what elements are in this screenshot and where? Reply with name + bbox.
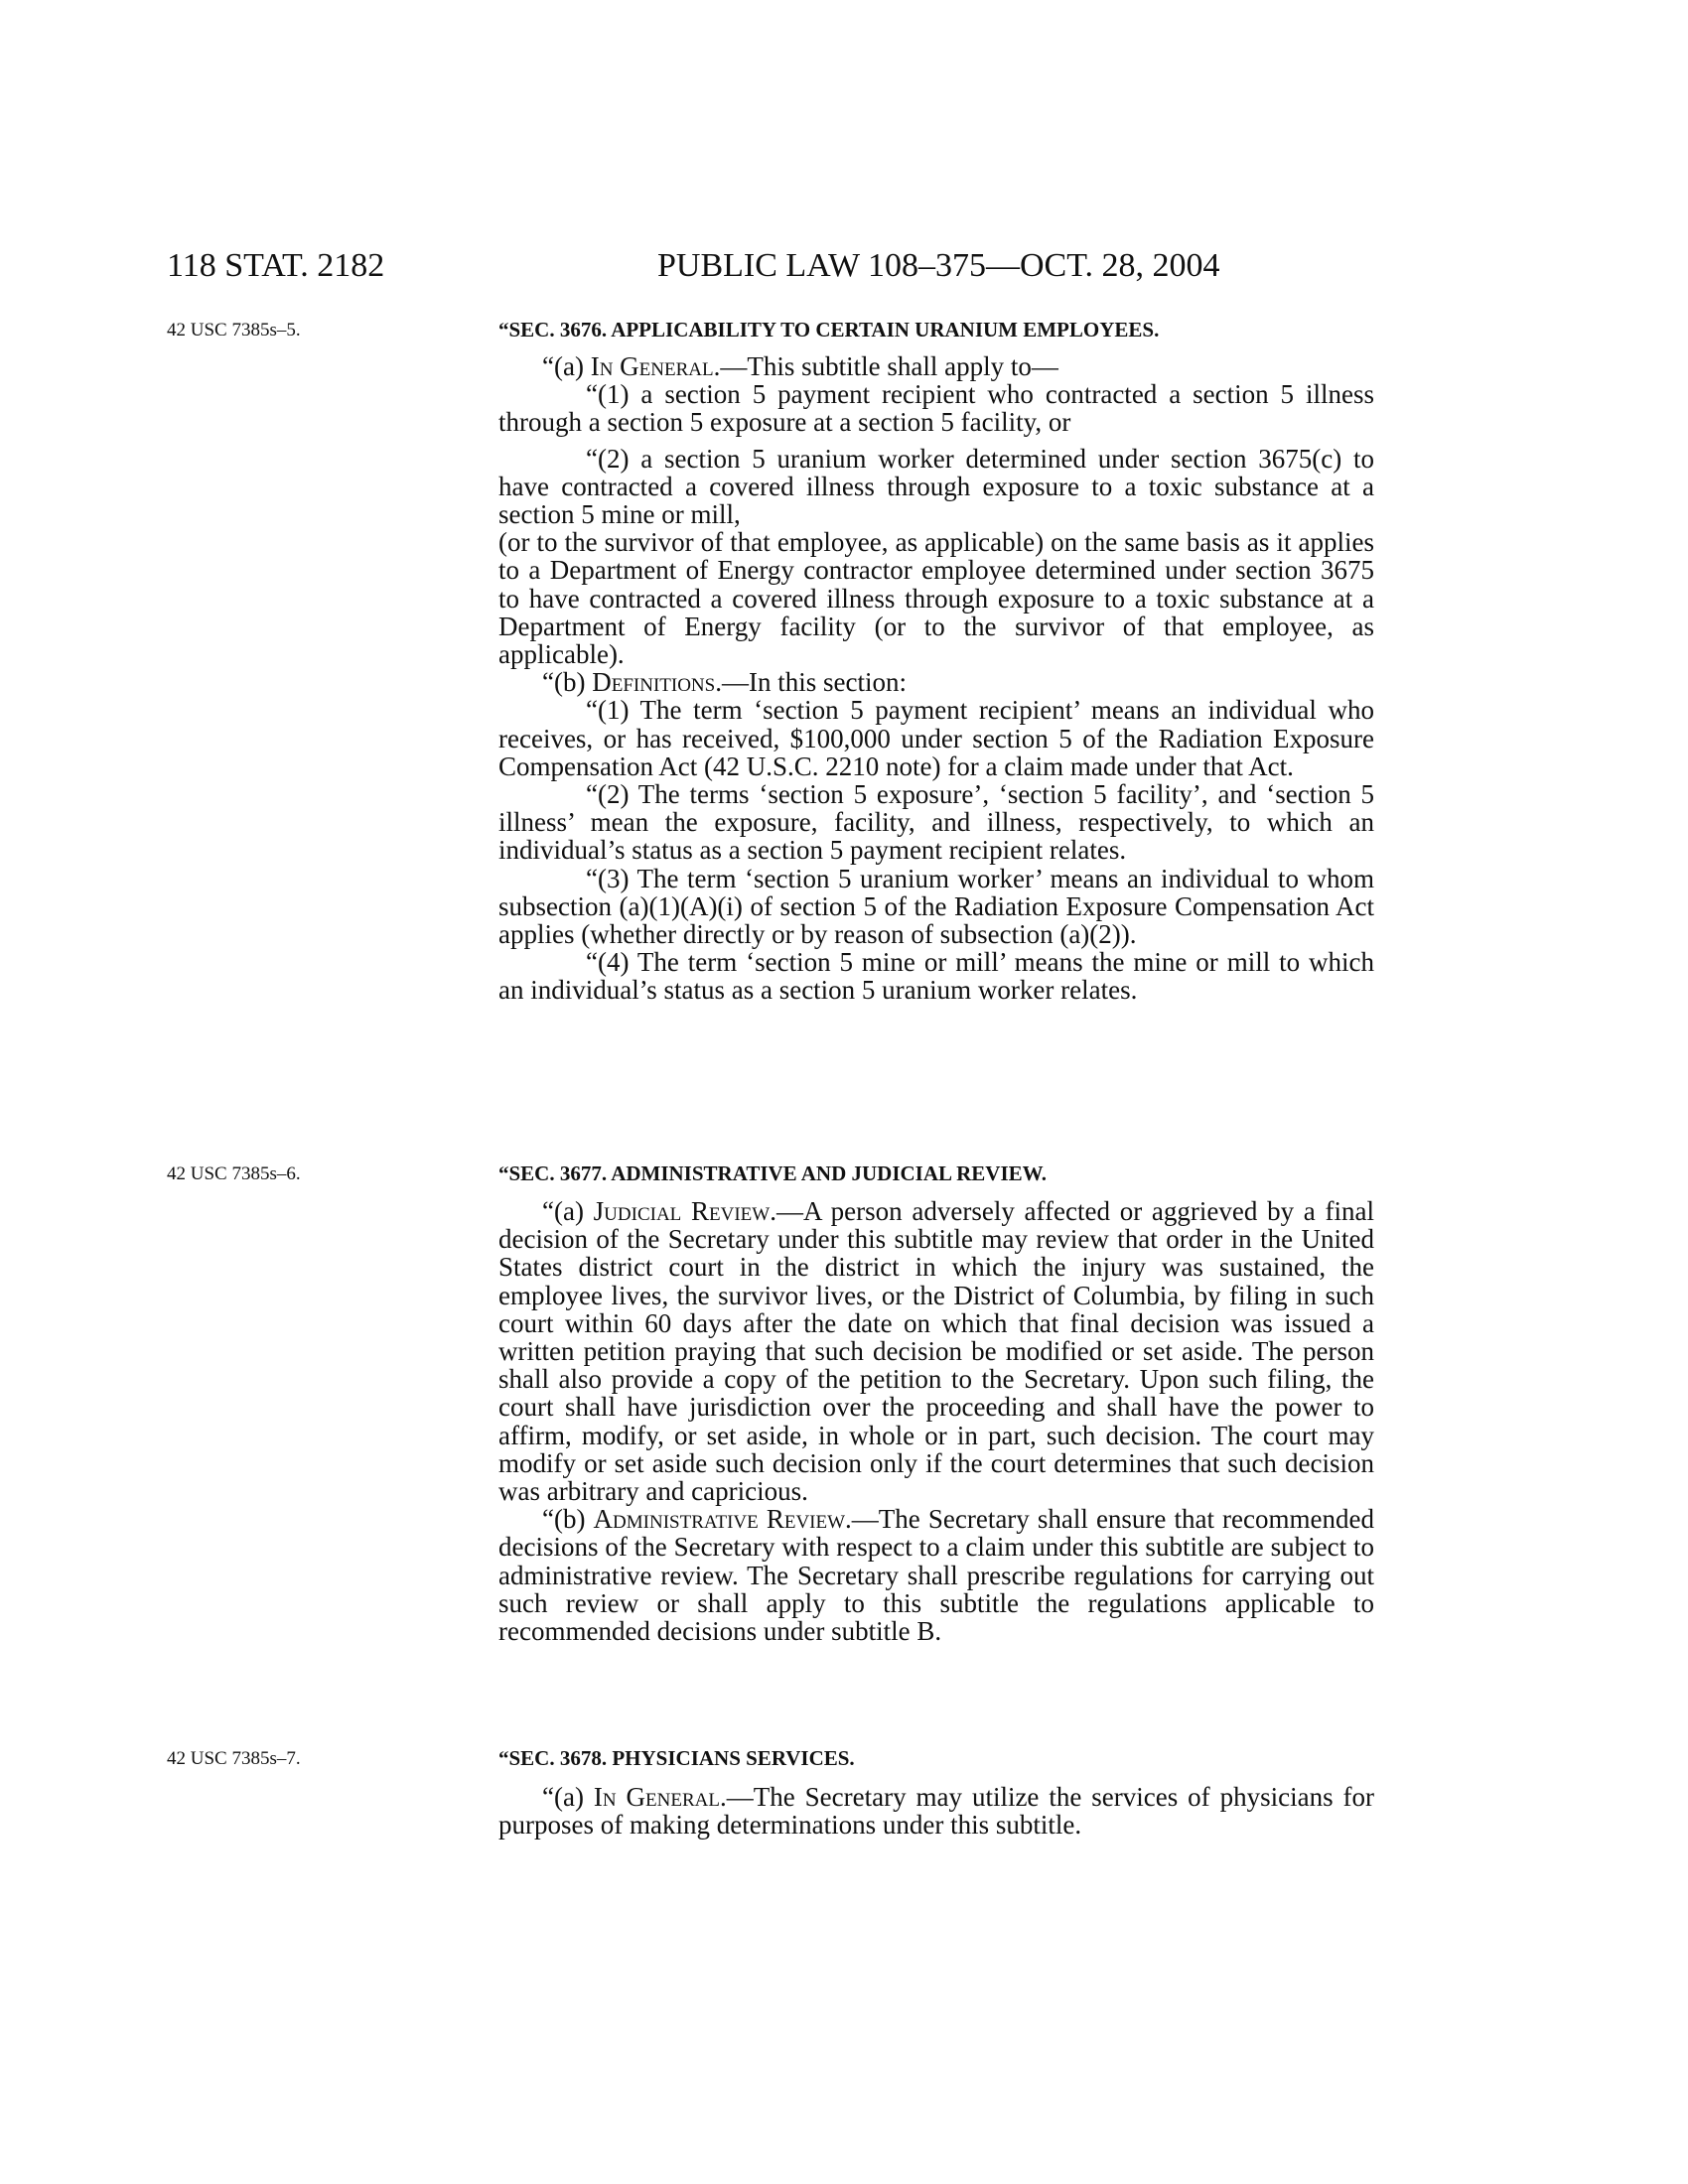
continuation-paragraph: (or to the survivor of that employee, as applicable) on the same basis as it applies to a Department of Energy contractor employee determined under section 3675 to have contracted a covered illness through exposure to a toxic substance at a Department of Energy facility (or to the survivor of that employee, as applicable). — [498, 527, 1374, 670]
section-body — [498, 1783, 1374, 1839]
public-law-title: PUBLIC LAW 108–375—OCT. 28, 2004 — [657, 247, 1220, 284]
running-header — [0, 246, 1688, 296]
section-body — [498, 1197, 1374, 1645]
definition-paragraph: “(3) The term ‘section 5 uranium worker’ means an individual to whom subsection (a)(1)(A)(i) of section 5 of the Radiation Exposure Compensation Act applies (whether directly or by reason of subsection (a)(2)). — [498, 863, 1374, 950]
section-heading: “SEC. 3676. APPLICABILITY TO CERTAIN URANIUM EMPLOYEES. — [498, 318, 1160, 341]
subsection-paragraph: “(b) Definitions.—In this section: — [542, 667, 907, 698]
definition-paragraph: “(4) The term ‘section 5 mine or mill’ means the mine or mill to which an individual’s status as a section 5 uranium worker relates. — [498, 947, 1374, 1006]
subsection-caption: In General — [593, 1782, 720, 1812]
subsection-caption: Administrative Review — [593, 1504, 846, 1535]
definition-paragraph: “(2) The terms ‘section 5 exposure’, ‘section 5 facility’, and ‘section 5 illness’ mean the exposure, facility, and illness, respectively, to which an individual’s status as a section 5 payment recipient relates. — [498, 779, 1374, 866]
margin-citation: 42 USC 7385s–6. — [167, 1163, 301, 1184]
subsection-paragraph: “(b) Administrative Review.—The Secretary shall ensure that recommended decisions of the Secretary with respect to a claim under this subtitle are subject to administrative review. The Secretary shall prescribe regulations for carrying out such review or shall apply to this subtitle the regulations applicable to recommended decisions under subtitle B. — [498, 1504, 1374, 1647]
subsection-paragraph: “(a) In General.—This subtitle shall apply to— — [542, 351, 1058, 381]
clause-paragraph: “(1) a section 5 payment recipient who contracted a section 5 illness through a section 5 exposure at a section 5 facility, or — [498, 379, 1374, 438]
margin-citation: 42 USC 7385s–7. — [167, 1748, 301, 1769]
subsection-caption: Judicial Review — [593, 1196, 771, 1226]
subsection-caption: Definitions — [592, 667, 716, 698]
definition-paragraph: “(1) The term ‘section 5 payment recipient’ means an individual who receives, or has received, $100,000 under section 5 of the Radiation Exposure Compensation Act (42 U.S.C. 2210 note) for a claim made under that Act. — [498, 695, 1374, 781]
section-body — [498, 352, 1374, 1005]
subsection-paragraph: “(a) In General.—The Secretary may utilize the services of physicians for purposes of making determinations under this subtitle. — [498, 1782, 1374, 1841]
section-heading: “SEC. 3678. PHYSICIANS SERVICES. — [498, 1746, 855, 1770]
subsection-caption: In General — [590, 351, 714, 381]
subsection-paragraph: “(a) Judicial Review.—A person adversely affected or aggrieved by a final decision of the Secretary under this subtitle may review that order in the United States district court in the district in which the injury was sustained, the employee lives, the survivor lives, or the District of Columbia, by filing in such court within 60 days after the date on which that final decision was issued a written petition praying that such decision be modified or set aside. The person shall also provide a copy of the petition to the Secretary. Upon such filing, the court shall have jurisdiction over the proceeding and shall have the power to affirm, modify, or set aside, in whole or in part, such decision. The court may modify or set aside such decision only if the court determines that such decision was arbitrary and capricious. — [498, 1196, 1374, 1507]
clause-paragraph: “(2) a section 5 uranium worker determined under section 3675(c) to have contracted a covered illness through exposure to a toxic substance at a section 5 mine or mill, — [498, 443, 1374, 530]
margin-citation: 42 USC 7385s–5. — [167, 320, 301, 341]
section-heading: “SEC. 3677. ADMINISTRATIVE AND JUDICIAL REVIEW. — [498, 1161, 1047, 1185]
statute-page-number: 118 STAT. 2182 — [167, 247, 385, 284]
